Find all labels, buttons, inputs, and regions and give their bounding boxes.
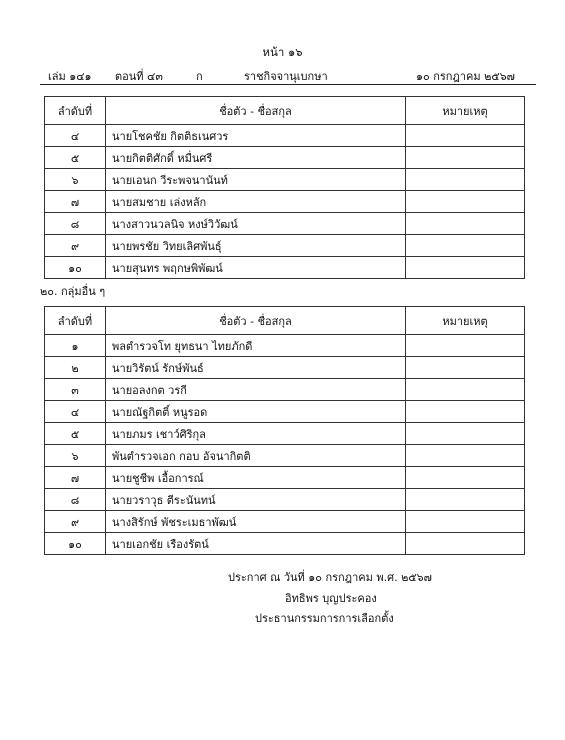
table-row [45, 169, 525, 191]
row-remark [406, 169, 525, 191]
column-header-order: ลำดับที่ [45, 97, 106, 125]
table-row [45, 533, 525, 555]
table-row [45, 147, 525, 169]
row-number: ๒ [45, 357, 106, 379]
row-number: ๑๐ [45, 533, 106, 555]
row-name: นายอลงกต วรกี [106, 379, 406, 401]
table-row [45, 423, 525, 445]
column-header-name: ชื่อตัว - ชื่อสกุล [106, 307, 406, 335]
row-name: นายพรชัย วิทยเลิศพันธุ์ [106, 235, 406, 257]
table-header-row [45, 307, 525, 335]
row-number: ๔ [45, 401, 106, 423]
row-remark [406, 235, 525, 257]
announcement-date: ประกาศ ณ วันที่ ๑๐ กรกฎาคม พ.ศ. ๒๕๖๗ [228, 571, 432, 584]
row-remark [406, 125, 525, 147]
row-number: ๓ [45, 379, 106, 401]
volume-label: เล่ม ๑๔๑ [48, 70, 92, 83]
row-remark [406, 489, 525, 511]
row-name: พันตำรวจเอก กอบ อัจนากิตติ [106, 445, 406, 467]
column-header-remark: หมายเหตุ [406, 307, 525, 335]
row-name: นายณัฐกิตติ์ หนูรอด [106, 401, 406, 423]
table-row [45, 191, 525, 213]
row-name: นายวราวุธ ตีระนันทน์ [106, 489, 406, 511]
section-label: ตอนที่ ๔๓ [115, 70, 163, 83]
signatory-name: อิทธิพร บุญประคอง [285, 592, 377, 605]
row-number: ๕ [45, 423, 106, 445]
row-remark [406, 511, 525, 533]
table-row [45, 379, 525, 401]
row-name: นายชูชีพ เอื้อการณ์ [106, 467, 406, 489]
table-row [45, 125, 525, 147]
row-remark [406, 213, 525, 235]
row-remark [406, 357, 525, 379]
row-number: ๗ [45, 467, 106, 489]
row-number: ๖ [45, 445, 106, 467]
row-remark [406, 257, 525, 279]
row-name: นายเอนก วีระพจนานันท์ [106, 169, 406, 191]
row-remark [406, 379, 525, 401]
row-remark [406, 401, 525, 423]
row-remark [406, 445, 525, 467]
group-20-heading: ๒๐. กลุ่มอื่น ๆ [40, 285, 106, 298]
gazette-header [40, 67, 536, 83]
row-number: ๖ [45, 169, 106, 191]
table-row [45, 445, 525, 467]
row-remark [406, 533, 525, 555]
row-number: ๙ [45, 235, 106, 257]
row-number: ๗ [45, 191, 106, 213]
row-name: นายสุนทร พฤกษพิพัฒน์ [106, 257, 406, 279]
table-row [45, 357, 525, 379]
row-number: ๕ [45, 147, 106, 169]
row-number: ๘ [45, 489, 106, 511]
row-remark [406, 467, 525, 489]
row-number: ๑ [45, 335, 106, 357]
row-number: ๘ [45, 213, 106, 235]
row-name: นางสาวนวลนิจ หงษ์วิวัฒน์ [106, 213, 406, 235]
row-number: ๙ [45, 511, 106, 533]
candidate-table-group-20 [44, 306, 525, 555]
row-remark [406, 191, 525, 213]
row-name: นายเอกชัย เรืองรัตน์ [106, 533, 406, 555]
row-name: นายภมร เชาว์ศิริกุล [106, 423, 406, 445]
row-name: นายกิตติศักดิ์ หมื่นศรี [106, 147, 406, 169]
table-row [45, 235, 525, 257]
gazette-title: ราชกิจจานุเบกษา [244, 70, 328, 83]
row-name: นายวิรัตน์ รักษ์พันธ์ [106, 357, 406, 379]
row-name: นางสิรักษ์ พัชระเมธาพัฒน์ [106, 511, 406, 533]
row-number: ๔ [45, 125, 106, 147]
column-header-name: ชื่อตัว - ชื่อสกุล [106, 97, 406, 125]
row-name: พลตำรวจโท ยุทธนา ไทยภักดี [106, 335, 406, 357]
table-row [45, 511, 525, 533]
column-header-remark: หมายเหตุ [406, 97, 525, 125]
table-body [45, 335, 525, 555]
column-header-order: ลำดับที่ [45, 307, 106, 335]
row-remark [406, 147, 525, 169]
table-row [45, 467, 525, 489]
row-number: ๑๐ [45, 257, 106, 279]
header-rule [40, 84, 536, 85]
table-row [45, 401, 525, 423]
part-label: ก [196, 70, 203, 83]
row-name: นายโชคชัย กิตติธเนศวร [106, 125, 406, 147]
table-row [45, 335, 525, 357]
table-row [45, 213, 525, 235]
row-name: นายสมชาย เล่งหลัก [106, 191, 406, 213]
row-remark [406, 423, 525, 445]
signatory-position: ประธานกรรมการการเลือกตั้ง [255, 612, 394, 625]
candidate-table-1 [44, 96, 525, 279]
table-body [45, 125, 525, 279]
row-remark [406, 335, 525, 357]
table-row [45, 489, 525, 511]
gazette-date: ๑๐ กรกฎาคม ๒๕๖๗ [416, 70, 515, 83]
table-header-row [45, 97, 525, 125]
page-number: หน้า ๑๖ [262, 45, 303, 59]
table-row [45, 257, 525, 279]
